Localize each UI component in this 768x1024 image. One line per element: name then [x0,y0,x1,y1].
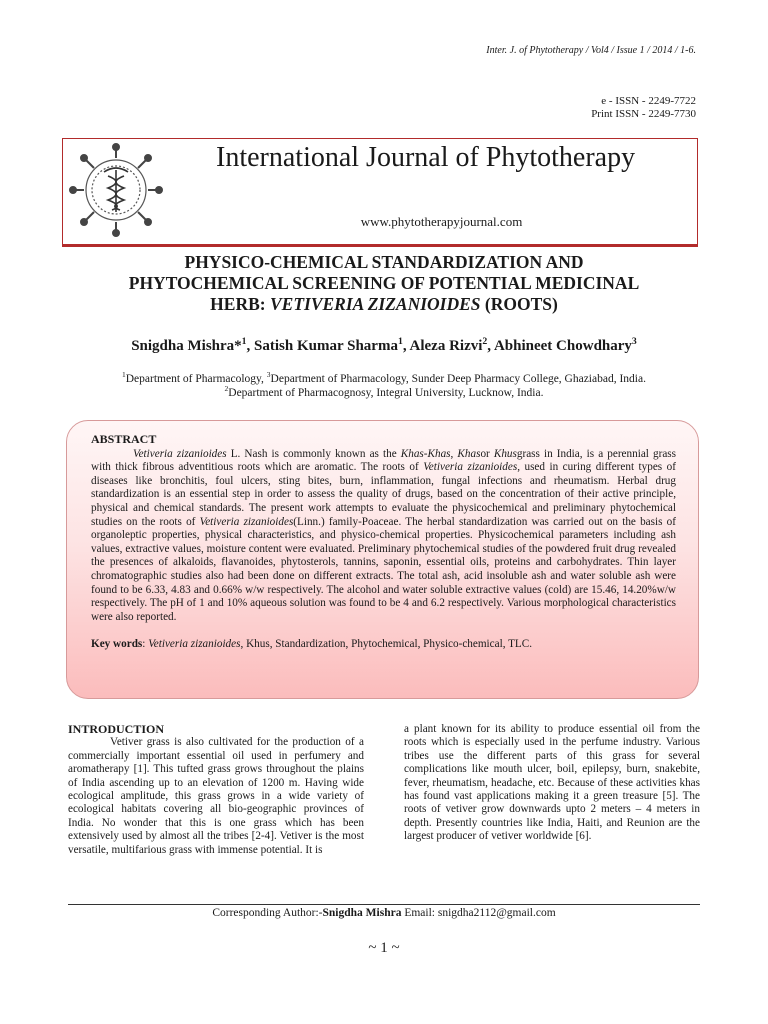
abstract-body [91,448,676,625]
article-title [60,252,708,315]
title-line-1: PHYSICO-CHEMICAL STANDARDIZATION AND [184,252,584,272]
abstract-italic: Vetiveria zizanioides [199,515,294,528]
affiliation-line-1 [0,372,768,386]
keywords [91,638,676,652]
affil-text: Department of Pharmacology, [125,373,267,385]
footer-label: Corresponding Author:- [212,907,323,919]
issn-block [591,95,696,121]
abstract-italic: Vetiveria zizanioides [423,461,518,474]
abstract-italic: Khus [493,447,517,460]
intro-right-column [404,723,700,844]
author-affil-mark: 1 [241,336,247,347]
journal-title: International Journal of Phytotherapy [216,142,636,173]
intro-paragraph-left: Vetiver grass is also cultivated for the production of a commercially important essential oil used in perfumery and aromatherapy [1]. This tufted grass grows throughout the plains of India ascending up to an elevation of 1200 m. Having wide ecological amplitude, this grass grows in a wide variety of ecological habitats covering all bio-geographic provinces of India. No wonder that this is one grass which has been extensively used by almost all the tribes [2-4]. Vetiver is the most versatile, multifarious grass with immense potential. It is [68,736,364,856]
title-prefix: HERB: [210,294,270,314]
abstract-text: or [480,447,494,460]
abstract-text: (Linn.) family-Poaceae. The herbal standardization was carried out on the basis of organoleptic properties, physical characteristics, and physico-chemical properties. Physicochemical parameters including ash values, extractive values, moisture content were evaluated. Preliminary phytochemical studies of the powdered fruit drug revealed the presences of alkaloids, flavanoides, phytosterols, tannins, saponin, essential oils, proteins and carbohydrates. Thin layer chromatographic studies also had been done on different extracts. The total ash, acid insoluble ash and water soluble ash were found to be 6.33, 4.83 and 0.66% w/w respectively. The alcohol and water soluble extractive values (cold) are 15.46, 14.20%w/w respectively. The pH of 1 and 10% aqueous solution was found to be 4 and 6.2 respectively. Various morphological characteristics were also reported. [91,515,676,623]
abstract-text: , [450,447,458,460]
affil-mark: 2 [224,384,229,394]
keywords-label: Key words [91,638,143,651]
author-affil-mark: 2 [482,336,488,347]
journal-citation: Inter. J. of Phytotherapy / Vol4 / Issue 1 / 2014 / 1-6. [486,45,696,56]
title-suffix: (ROOTS) [480,294,558,314]
corresponding-author [0,907,768,919]
author-name: Snigdha Mishra* [131,338,242,354]
journal-url[interactable]: www.phytotherapyjournal.com [360,214,523,229]
abstract-italic: Khas [457,447,481,460]
intro-heading: INTRODUCTION [68,722,165,736]
page-number: ~ 1 ~ [368,940,400,956]
footer-divider [68,904,700,905]
abstract-box [66,420,699,699]
affil-mark: 1 [122,370,126,380]
intro-left-column [68,723,364,857]
e-issn: e - ISSN - 2249-7722 [601,95,696,107]
affiliation-line-2 [0,386,768,400]
affiliations [0,372,768,400]
abstract-text: grass in India, is a perennial grass with thick fibrous adventitious roots which are aromatic. The roots of [91,447,676,474]
author-name: Aleza Rizvi [409,338,483,354]
footer-author-name: Snigdha Mishra [322,907,402,919]
keywords-text: , Khus, Standardization, Phytochemical, Physico-chemical, TLC. [240,638,533,651]
abstract-italic: Vetiveria zizanioides [133,447,227,460]
keywords-sep: : [142,638,149,651]
abstract-text: , used in curing different types of diseases like bronchitis, foul ulcers, sting bites, burn, inflammation, fungal infections and rheumatism. Herbal drug standardization is an essential step in order to assess the quality of drugs, based on the concentration of their active principle, physical and chemical standards. The present work attempts to evaluate the physicochemical and preliminary phytochemical studies on the roots of [91,461,676,528]
author-name: Satish Kumar Sharma [254,338,398,354]
abstract-heading: ABSTRACT [91,432,157,446]
title-line-2: PHYTOCHEMICAL SCREENING OF POTENTIAL MEDICINAL [128,273,640,293]
keywords-italic: Vetiveria zizanioides [148,638,241,651]
title-line-3 [60,294,708,315]
affil-text: Department of Pharmacology, Sunder Deep Pharmacy College, Ghaziabad, India. [270,373,646,385]
abstract-italic: Khas-Khas [400,447,451,460]
abstract-text: L. Nash is commonly known as the [226,447,401,460]
author-affil-mark: 1 [397,336,403,347]
print-issn: Print ISSN - 2249-7730 [591,108,696,120]
title-species: VETIVERIA ZIZANIOIDES [269,294,481,314]
affil-text: Department of Pharmacognosy, Integral University, Lucknow, India. [228,387,544,399]
author-list: Snigdha Mishra*$^1$, Satish Kumar Sharma$^1$, Aleza Rizvi$^2$, Abhineet Chowdhary$^3$ [131,336,637,354]
author-name: Abhineet Chowdhary [493,338,632,354]
intro-paragraph-right: a plant known for its ability to produce essential oil from the roots which is especially used in the perfume industry. Various tribes use the different parts of this grass for several complications like mouth ulcer, boil, epilepsy, burn, snakebite, fever, rheumatism, headache, etc. Because of these activities khas has found vast applications making it a green treasure [5]. The roots of vetiver grow downwards upto 2 meters – 4 meters in depth. Presently countries like India, Haiti, and Reunion are the largest producer of vetiver worldwide [6]. [404,723,700,843]
footer-email[interactable]: Email: snigdha2112@gmail.com [401,907,556,919]
author-affil-mark: 3 [631,336,637,347]
affil-mark: 3 [266,370,271,380]
